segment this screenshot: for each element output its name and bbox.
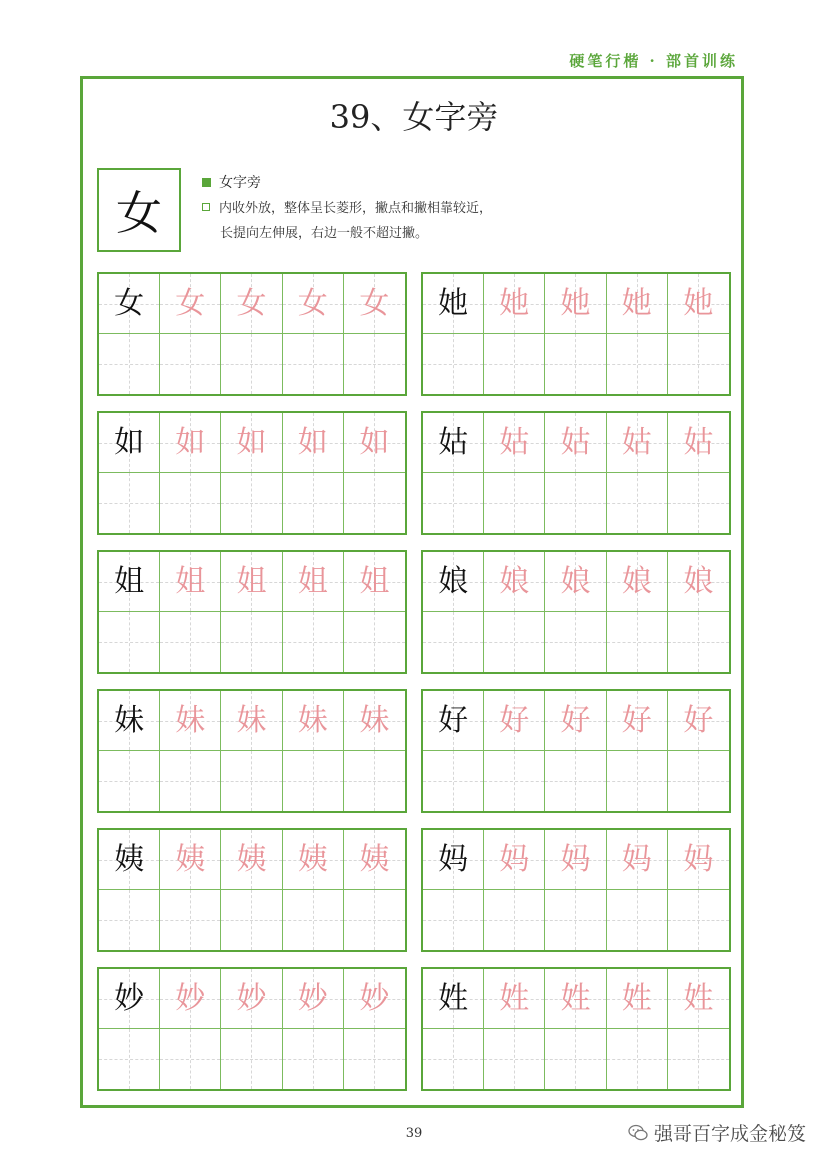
trace-cell xyxy=(283,413,344,473)
trace-cell xyxy=(221,413,282,473)
practice-block xyxy=(97,550,407,674)
wechat-icon xyxy=(628,1124,648,1142)
trace-character: 娘 xyxy=(560,563,591,599)
blank-practice-cell xyxy=(545,890,606,950)
practice-block xyxy=(421,411,731,535)
blank-practice-cell xyxy=(283,751,344,811)
trace-character: 好 xyxy=(499,702,530,738)
trace-character: 妈 xyxy=(499,841,530,877)
practice-block xyxy=(421,967,731,1091)
trace-cell xyxy=(221,830,282,890)
model-cell xyxy=(99,274,160,334)
blank-practice-cell xyxy=(607,612,668,672)
blank-practice-cell xyxy=(160,473,221,533)
blank-practice-cell xyxy=(423,612,484,672)
trace-cell xyxy=(484,969,545,1029)
blank-practice-cell xyxy=(607,751,668,811)
trace-cell xyxy=(545,552,606,612)
trace-cell xyxy=(283,691,344,751)
model-character: 她 xyxy=(438,285,469,321)
model-character: 女 xyxy=(114,285,145,321)
watermark xyxy=(628,1119,806,1146)
blank-practice-cell xyxy=(221,1029,282,1089)
trace-cell xyxy=(668,830,729,890)
blank-practice-cell xyxy=(221,334,282,394)
note-line-1: 内收外放，整体呈长菱形，撇点和撇相靠较近， xyxy=(219,201,493,216)
trace-character: 妙 xyxy=(175,980,206,1016)
trace-cell xyxy=(607,274,668,334)
trace-cell xyxy=(484,691,545,751)
model-character: 妹 xyxy=(114,702,145,738)
trace-cell xyxy=(221,969,282,1029)
trace-cell xyxy=(545,830,606,890)
trace-cell xyxy=(221,552,282,612)
trace-cell xyxy=(545,691,606,751)
blank-practice-cell xyxy=(99,612,160,672)
trace-character: 妹 xyxy=(236,702,267,738)
trace-character: 姐 xyxy=(175,563,206,599)
blank-practice-cell xyxy=(283,890,344,950)
blank-practice-cell xyxy=(344,751,405,811)
model-cell xyxy=(423,691,484,751)
trace-character: 妹 xyxy=(297,702,328,738)
model-cell xyxy=(99,969,160,1029)
trace-character: 妈 xyxy=(560,841,591,877)
trace-cell xyxy=(668,691,729,751)
blank-practice-cell xyxy=(344,334,405,394)
practice-block xyxy=(421,828,731,952)
model-cell xyxy=(423,274,484,334)
trace-cell xyxy=(668,552,729,612)
trace-cell xyxy=(668,274,729,334)
trace-character: 姨 xyxy=(297,841,328,877)
trace-character: 如 xyxy=(359,424,390,460)
model-character: 姨 xyxy=(114,841,145,877)
blank-practice-cell xyxy=(160,1029,221,1089)
blank-practice-cell xyxy=(160,890,221,950)
trace-character: 姐 xyxy=(236,563,267,599)
trace-cell xyxy=(160,413,221,473)
trace-character: 如 xyxy=(175,424,206,460)
trace-cell xyxy=(668,413,729,473)
blank-practice-cell xyxy=(423,1029,484,1089)
practice-block xyxy=(97,411,407,535)
note-heading-text: 女字旁 xyxy=(219,175,261,191)
sample-character: 女 xyxy=(116,186,162,240)
model-character: 如 xyxy=(114,424,145,460)
trace-cell xyxy=(283,969,344,1029)
trace-cell xyxy=(607,552,668,612)
blank-practice-cell xyxy=(545,751,606,811)
blank-practice-cell xyxy=(607,1029,668,1089)
practice-block xyxy=(97,828,407,952)
trace-character: 女 xyxy=(175,285,206,321)
practice-block xyxy=(97,689,407,813)
trace-cell xyxy=(607,969,668,1029)
model-character: 妙 xyxy=(114,980,145,1016)
sample-character-box xyxy=(97,168,181,252)
trace-character: 如 xyxy=(297,424,328,460)
model-character: 娘 xyxy=(438,563,469,599)
trace-cell xyxy=(160,552,221,612)
blank-practice-cell xyxy=(484,473,545,533)
blank-practice-cell xyxy=(99,751,160,811)
trace-cell xyxy=(221,691,282,751)
trace-cell xyxy=(160,274,221,334)
trace-cell xyxy=(607,691,668,751)
blank-practice-cell xyxy=(484,334,545,394)
trace-cell xyxy=(344,691,405,751)
trace-character: 姓 xyxy=(621,980,652,1016)
trace-character: 姑 xyxy=(683,424,714,460)
trace-cell xyxy=(283,830,344,890)
blank-practice-cell xyxy=(99,890,160,950)
blank-practice-cell xyxy=(484,751,545,811)
page-number: 39 xyxy=(405,1126,423,1141)
lesson-title: 39、女字旁 xyxy=(329,98,499,136)
note-line xyxy=(202,197,492,216)
trace-character: 妙 xyxy=(359,980,390,1016)
model-cell xyxy=(99,691,160,751)
trace-cell xyxy=(607,830,668,890)
lesson-notes xyxy=(202,173,492,241)
trace-character: 姓 xyxy=(499,980,530,1016)
model-cell xyxy=(99,552,160,612)
trace-character: 姑 xyxy=(621,424,652,460)
trace-character: 姓 xyxy=(560,980,591,1016)
trace-character: 女 xyxy=(236,285,267,321)
trace-character: 她 xyxy=(560,285,591,321)
hollow-square-icon xyxy=(202,203,210,211)
note-line-2: 长提向左伸展，右边一般不超过撇。 xyxy=(220,226,429,241)
trace-character: 姓 xyxy=(683,980,714,1016)
blank-practice-cell xyxy=(283,334,344,394)
trace-character: 姨 xyxy=(236,841,267,877)
blank-practice-cell xyxy=(545,473,606,533)
trace-character: 姐 xyxy=(297,563,328,599)
trace-character: 妙 xyxy=(236,980,267,1016)
blank-practice-cell xyxy=(221,890,282,950)
blank-practice-cell xyxy=(607,890,668,950)
blank-practice-cell xyxy=(160,612,221,672)
trace-cell xyxy=(160,830,221,890)
blank-practice-cell xyxy=(423,473,484,533)
practice-block xyxy=(97,272,407,396)
trace-character: 姑 xyxy=(499,424,530,460)
blank-practice-cell xyxy=(484,890,545,950)
trace-cell xyxy=(484,830,545,890)
trace-cell xyxy=(344,413,405,473)
trace-cell xyxy=(668,969,729,1029)
blank-practice-cell xyxy=(160,334,221,394)
blank-practice-cell xyxy=(607,334,668,394)
trace-cell xyxy=(283,552,344,612)
trace-character: 她 xyxy=(683,285,714,321)
blank-practice-cell xyxy=(160,751,221,811)
blank-practice-cell xyxy=(668,751,729,811)
model-character: 姑 xyxy=(438,424,469,460)
blank-practice-cell xyxy=(668,1029,729,1089)
blank-practice-cell xyxy=(221,473,282,533)
model-character: 好 xyxy=(438,702,469,738)
trace-character: 女 xyxy=(359,285,390,321)
trace-character: 娘 xyxy=(683,563,714,599)
filled-square-icon xyxy=(202,178,211,187)
note-heading xyxy=(202,173,492,191)
practice-block xyxy=(421,550,731,674)
watermark-text: 强哥百字成金秘笈 xyxy=(653,1123,806,1145)
practice-block xyxy=(97,967,407,1091)
trace-character: 娘 xyxy=(499,563,530,599)
trace-character: 好 xyxy=(683,702,714,738)
trace-character: 如 xyxy=(236,424,267,460)
model-cell xyxy=(423,552,484,612)
practice-block xyxy=(421,272,731,396)
trace-cell xyxy=(484,274,545,334)
blank-practice-cell xyxy=(221,751,282,811)
trace-cell xyxy=(545,413,606,473)
trace-character: 妈 xyxy=(683,841,714,877)
blank-practice-cell xyxy=(99,1029,160,1089)
blank-practice-cell xyxy=(484,612,545,672)
trace-cell xyxy=(344,830,405,890)
trace-cell xyxy=(607,413,668,473)
trace-cell xyxy=(160,969,221,1029)
model-cell xyxy=(423,413,484,473)
blank-practice-cell xyxy=(99,334,160,394)
trace-cell xyxy=(484,413,545,473)
blank-practice-cell xyxy=(344,890,405,950)
blank-practice-cell xyxy=(668,473,729,533)
model-character: 姐 xyxy=(114,563,145,599)
trace-character: 姨 xyxy=(175,841,206,877)
blank-practice-cell xyxy=(283,612,344,672)
header-brand: 硬笔行楷 · 部首训练 xyxy=(569,52,738,70)
model-cell xyxy=(99,830,160,890)
trace-cell xyxy=(344,552,405,612)
model-character: 妈 xyxy=(438,841,469,877)
blank-practice-cell xyxy=(344,473,405,533)
blank-practice-cell xyxy=(668,612,729,672)
blank-practice-cell xyxy=(545,612,606,672)
blank-practice-cell xyxy=(668,334,729,394)
trace-cell xyxy=(484,552,545,612)
blank-practice-cell xyxy=(99,473,160,533)
trace-character: 娘 xyxy=(621,563,652,599)
trace-character: 好 xyxy=(621,702,652,738)
model-cell xyxy=(423,830,484,890)
trace-cell xyxy=(545,274,606,334)
trace-character: 姐 xyxy=(359,563,390,599)
trace-cell xyxy=(344,274,405,334)
trace-cell xyxy=(545,969,606,1029)
trace-cell xyxy=(160,691,221,751)
blank-practice-cell xyxy=(344,1029,405,1089)
trace-character: 妹 xyxy=(175,702,206,738)
blank-practice-cell xyxy=(423,334,484,394)
model-cell xyxy=(423,969,484,1029)
blank-practice-cell xyxy=(221,612,282,672)
trace-cell xyxy=(221,274,282,334)
trace-character: 妈 xyxy=(621,841,652,877)
blank-practice-cell xyxy=(344,612,405,672)
trace-character: 妹 xyxy=(359,702,390,738)
trace-character: 女 xyxy=(297,285,328,321)
blank-practice-cell xyxy=(668,890,729,950)
blank-practice-cell xyxy=(423,751,484,811)
trace-character: 妙 xyxy=(297,980,328,1016)
trace-cell xyxy=(344,969,405,1029)
blank-practice-cell xyxy=(283,473,344,533)
trace-cell xyxy=(283,274,344,334)
blank-practice-cell xyxy=(545,334,606,394)
trace-character: 她 xyxy=(499,285,530,321)
trace-character: 姑 xyxy=(560,424,591,460)
model-character: 姓 xyxy=(438,980,469,1016)
blank-practice-cell xyxy=(545,1029,606,1089)
blank-practice-cell xyxy=(484,1029,545,1089)
trace-character: 好 xyxy=(560,702,591,738)
blank-practice-cell xyxy=(283,1029,344,1089)
blank-practice-cell xyxy=(607,473,668,533)
blank-practice-cell xyxy=(423,890,484,950)
model-cell xyxy=(99,413,160,473)
trace-character: 她 xyxy=(621,285,652,321)
practice-block xyxy=(421,689,731,813)
trace-character: 姨 xyxy=(359,841,390,877)
